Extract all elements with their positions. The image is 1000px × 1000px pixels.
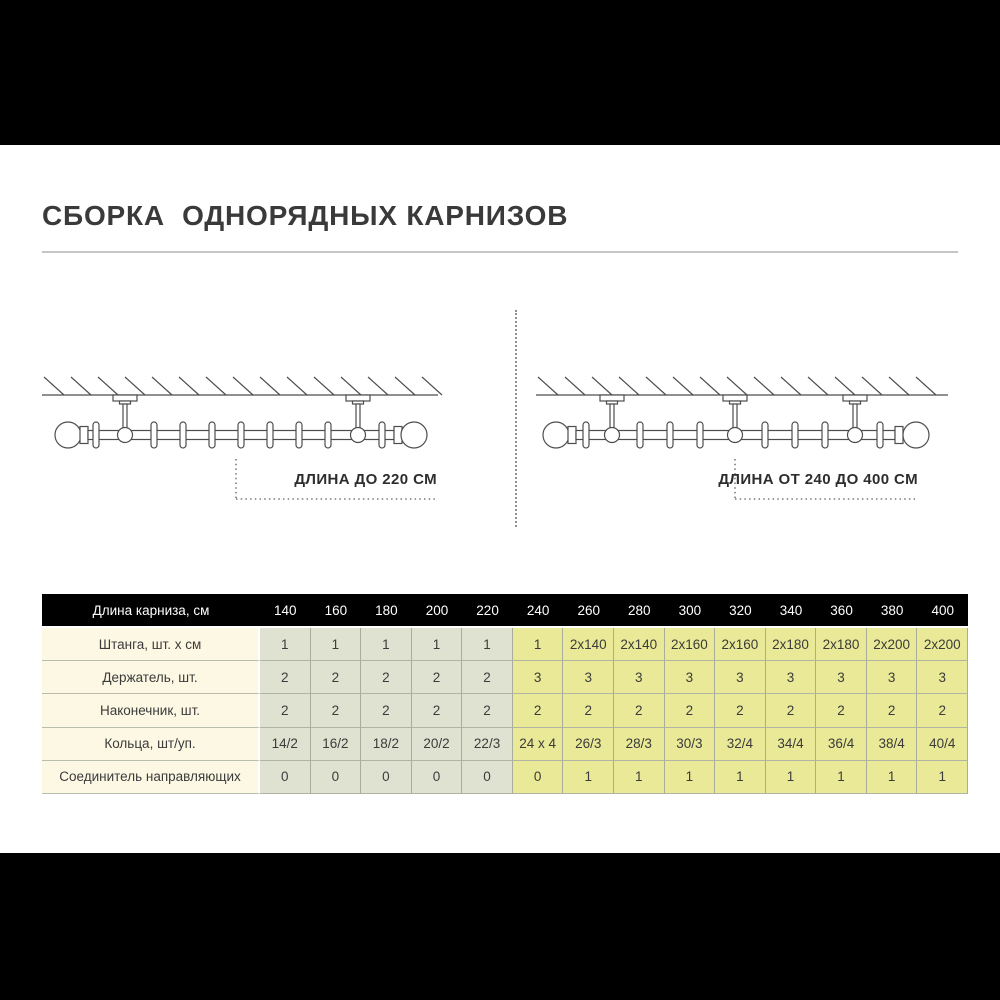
table-value-cell: 2x180 [816,628,867,661]
table-value-cell: 14/2 [260,728,311,761]
ceiling-hatching [538,377,936,395]
table-value-cell: 2 [260,694,311,727]
finial-ball-left [55,422,81,448]
table-value-cell: 3 [665,661,716,694]
table-header-cell: 280 [614,594,665,628]
table-value-cell: 0 [361,761,412,794]
table-value-cell: 16/2 [311,728,362,761]
table-value-cell: 1 [412,628,463,661]
finial-ball-right [903,422,929,448]
table-value-cell: 26/3 [563,728,614,761]
table-value-cell: 1 [361,628,412,661]
table-header-cell: 380 [867,594,918,628]
ceiling-hatching [44,377,442,395]
table-value-cell: 2x140 [614,628,665,661]
table-value-cell: 22/3 [462,728,513,761]
table-value-cell: 0 [513,761,564,794]
table-value-cell: 20/2 [412,728,463,761]
table-value-cell: 1 [665,761,716,794]
table-value-cell: 34/4 [766,728,817,761]
table-value-cell: 1 [311,628,362,661]
table-value-cell: 1 [867,761,918,794]
table-value-cell: 0 [412,761,463,794]
table-header-label: Длина карниза, см [42,594,260,628]
top-letterbox-bar [0,0,1000,145]
table-value-cell: 2 [260,661,311,694]
table-value-cell: 3 [715,661,766,694]
table-value-cell: 2x200 [867,628,918,661]
short-cornice-diagram [30,368,480,513]
table-value-cell: 32/4 [715,728,766,761]
table-value-cell: 2 [917,694,968,727]
table-value-cell: 2 [462,661,513,694]
table-header-cell: 320 [715,594,766,628]
table-value-cell: 3 [917,661,968,694]
page-title: СБОРКА ОДНОРЯДНЫХ КАРНИЗОВ [42,200,569,231]
finial-ball-left [543,422,569,448]
diagram-separator-dotted-line [515,310,517,527]
table-value-cell: 0 [462,761,513,794]
table-header-cell: 240 [513,594,564,628]
table-header-cell: 400 [917,594,968,628]
table-value-cell: 2 [665,694,716,727]
table-value-cell: 18/2 [361,728,412,761]
table-value-cell: 2 [867,694,918,727]
table-value-cell: 1 [462,628,513,661]
table-row-label: Наконечник, шт. [42,694,260,727]
table-value-cell: 2x160 [665,628,716,661]
table-value-cell: 2 [311,661,362,694]
components-table [42,594,968,794]
table-header-cell: 160 [311,594,362,628]
table-value-cell: 38/4 [867,728,918,761]
table-header-cell: 260 [563,594,614,628]
table-value-cell: 1 [766,761,817,794]
table-header-cell: 200 [412,594,463,628]
table-value-cell: 30/3 [665,728,716,761]
table-value-cell: 2 [766,694,817,727]
table-value-cell: 1 [260,628,311,661]
table-value-cell: 0 [260,761,311,794]
bottom-letterbox-bar [0,853,1000,1000]
table-value-cell: 2 [412,694,463,727]
long-cornice-diagram [528,368,975,513]
table-value-cell: 3 [816,661,867,694]
long-cornice-length-label: ДЛИНА ОТ 240 ДО 400 СМ [718,471,918,488]
table-row-label: Кольца, шт/уп. [42,728,260,761]
table-value-cell: 1 [917,761,968,794]
table-header-cell: 300 [665,594,716,628]
table-value-cell: 3 [563,661,614,694]
table-header-cell: 180 [361,594,412,628]
table-value-cell: 2x140 [563,628,614,661]
table-value-cell: 36/4 [816,728,867,761]
table-header-cell: 340 [766,594,817,628]
table-row-label: Держатель, шт. [42,661,260,694]
table-header-cell: 220 [462,594,513,628]
table-value-cell: 2 [311,694,362,727]
table-value-cell: 40/4 [917,728,968,761]
table-value-cell: 0 [311,761,362,794]
finial-ball-right [401,422,427,448]
table-value-cell: 2 [361,694,412,727]
table-value-cell: 3 [614,661,665,694]
table-value-cell: 2x180 [766,628,817,661]
table-value-cell: 2 [715,694,766,727]
table-value-cell: 2 [816,694,867,727]
table-value-cell: 2 [614,694,665,727]
table-value-cell: 1 [614,761,665,794]
table-value-cell: 1 [513,628,564,661]
short-cornice-length-label: ДЛИНА ДО 220 СМ [294,471,437,488]
table-header-cell: 140 [260,594,311,628]
table-value-cell: 1 [563,761,614,794]
table-row-label: Соединитель направляющих [42,761,260,794]
table-value-cell: 24 x 4 [513,728,564,761]
table-value-cell: 1 [715,761,766,794]
table-value-cell: 2 [361,661,412,694]
table-value-cell: 2 [513,694,564,727]
table-value-cell: 3 [513,661,564,694]
table-value-cell: 3 [766,661,817,694]
table-row-label: Штанга, шт. х см [42,628,260,661]
table-value-cell: 28/3 [614,728,665,761]
table-value-cell: 3 [867,661,918,694]
table-value-cell: 1 [816,761,867,794]
title-underline [42,251,958,253]
table-value-cell: 2x160 [715,628,766,661]
table-value-cell: 2 [563,694,614,727]
table-value-cell: 2 [462,694,513,727]
table-value-cell: 2x200 [917,628,968,661]
table-header-cell: 360 [816,594,867,628]
table-value-cell: 2 [412,661,463,694]
